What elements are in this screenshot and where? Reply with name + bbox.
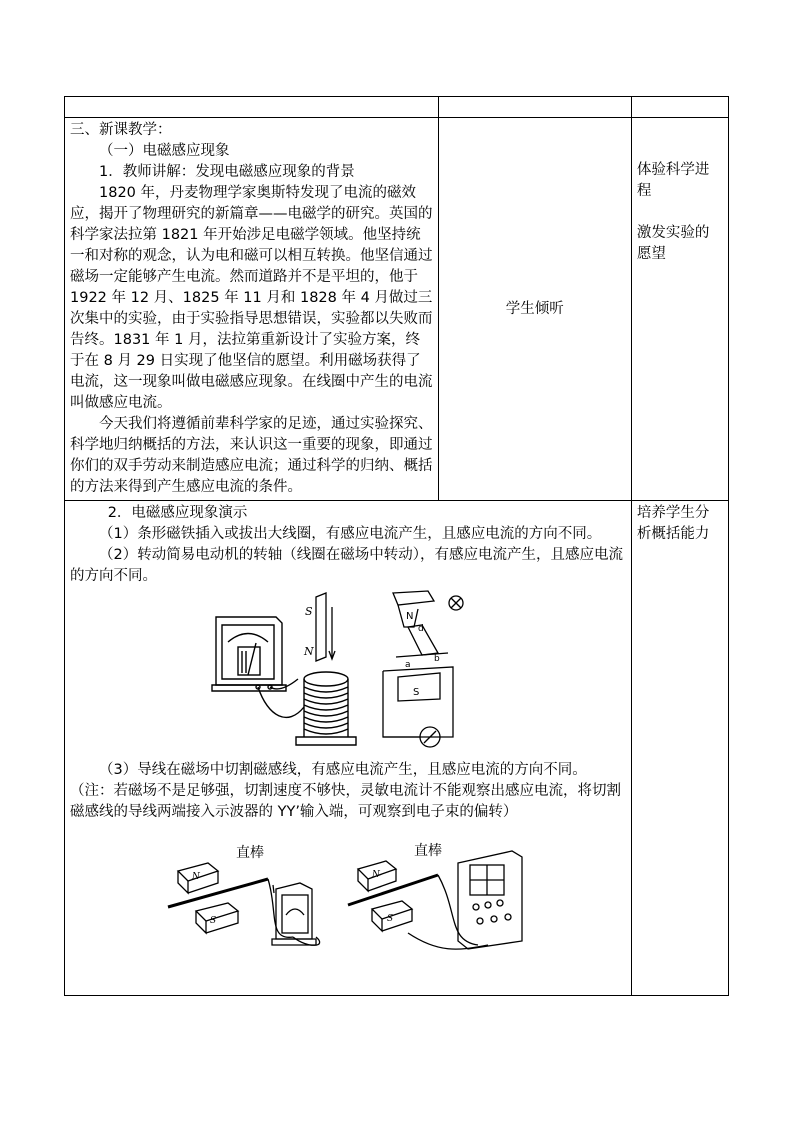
motor-label-s: S xyxy=(412,687,420,698)
cutting-field-figure xyxy=(158,841,538,956)
header-row xyxy=(65,97,729,118)
coil-illustration xyxy=(296,672,356,745)
item-2-title: 2．电磁感应现象演示 xyxy=(107,505,248,521)
magnet-label-n: N xyxy=(303,645,314,658)
galvanometer-illustration xyxy=(212,617,304,717)
history-paragraph: 1820 年，丹麦物理学家奥斯特发现了电流的磁效应，揭开了物理研究的新篇章——电磁学的研究。英国的科学家法拉第 1821 年开始涉足电磁学领域。他坚持统一和对称的观念，认为电和磁可以相互转换。他坚信通过磁场一定能够产生电流。然而道路并不是平坦的，他于 1922 年 12 月、1825 年 11 月和 1828 年 4 月做过三次集中的实验，由于实验指导思想错误，实验都以失败而告终。1831 年 1 月，法拉第重新设计了实验方案，终于在 8 月 29 日实现了他坚信的愿望。利用磁场获得了电流，这一现象叫做电磁感应现象。在线圈中产生的电流叫做感应电流。 xyxy=(70,185,433,411)
intent-1: 体验科学进程 xyxy=(636,162,710,199)
student-activity-text: 学生倾听 xyxy=(505,300,564,317)
demo-1: （1）条形磁铁插入或拔出大线圈，有感应电流产生，且感应电流的方向不同。 xyxy=(99,526,602,542)
design-intent-cell xyxy=(631,118,728,501)
design-intent-cell-2 xyxy=(631,501,728,996)
magnet-label-s: S xyxy=(304,605,313,618)
header-cell-2 xyxy=(438,97,631,118)
right-setup-illustration xyxy=(348,851,522,949)
teaching-content-cell xyxy=(65,118,439,501)
left-label-s: S xyxy=(209,916,217,926)
lesson-plan-table xyxy=(64,96,729,996)
section-heading: 三、新课教学： xyxy=(70,122,172,138)
right-label-n: N xyxy=(371,870,380,880)
bar-magnet-illustration xyxy=(316,593,335,661)
motor-illustration xyxy=(383,591,463,747)
student-activity-cell xyxy=(438,118,631,501)
demo-3: （3）导线在磁场中切割磁感线，有感应电流产生，且感应电流的方向不同。 xyxy=(99,762,587,778)
intent-2: 激发实验的愿望 xyxy=(636,225,710,262)
motor-label-d: d xyxy=(417,624,424,634)
row-new-lesson xyxy=(65,118,729,501)
motor-label-b: b xyxy=(433,654,440,664)
left-label-n: N xyxy=(191,872,200,882)
goal-paragraph: 今天我们将遵循前辈科学家的足迹，通过实验探究、科学地归纳概括的方法，来认识这一重要的现象，即通过你们的双手劳动来制造感应电流；通过科学的归纳、概括的方法来得到产生感应电流的条件。 xyxy=(70,416,433,495)
header-cell-3 xyxy=(631,97,728,118)
row-demonstration xyxy=(65,501,729,996)
motor-label-n: N xyxy=(405,611,414,622)
rod-label-right: 直棒 xyxy=(413,843,442,859)
demo-content-cell xyxy=(65,501,632,996)
intent-3: 培养学生分析概括能力 xyxy=(636,505,710,542)
right-label-s: S xyxy=(386,914,394,924)
motor-label-a: a xyxy=(404,660,411,670)
subsection-heading: （一）电磁感应现象 xyxy=(99,143,230,159)
demo-2: （2）转动简易电动机的转轴（线圈在磁场中转动），有感应电流产生，且感应电流的方向不同。 xyxy=(70,547,623,584)
header-cell-1 xyxy=(65,97,439,118)
rod-label-left: 直棒 xyxy=(235,845,264,861)
item-1-title: 1．教师讲解：发现电磁感应现象的背景 xyxy=(99,164,355,180)
left-setup-illustration xyxy=(168,863,320,945)
coil-and-motor-figure xyxy=(208,587,488,752)
oscilloscope-note: （注：若磁场不是足够强，切割速度不够快，灵敏电流计不能观察出感应电流，将切割磁感线的导线两端接入示波器的 YY’输入端，可观察到电子束的偏转） xyxy=(70,783,621,820)
